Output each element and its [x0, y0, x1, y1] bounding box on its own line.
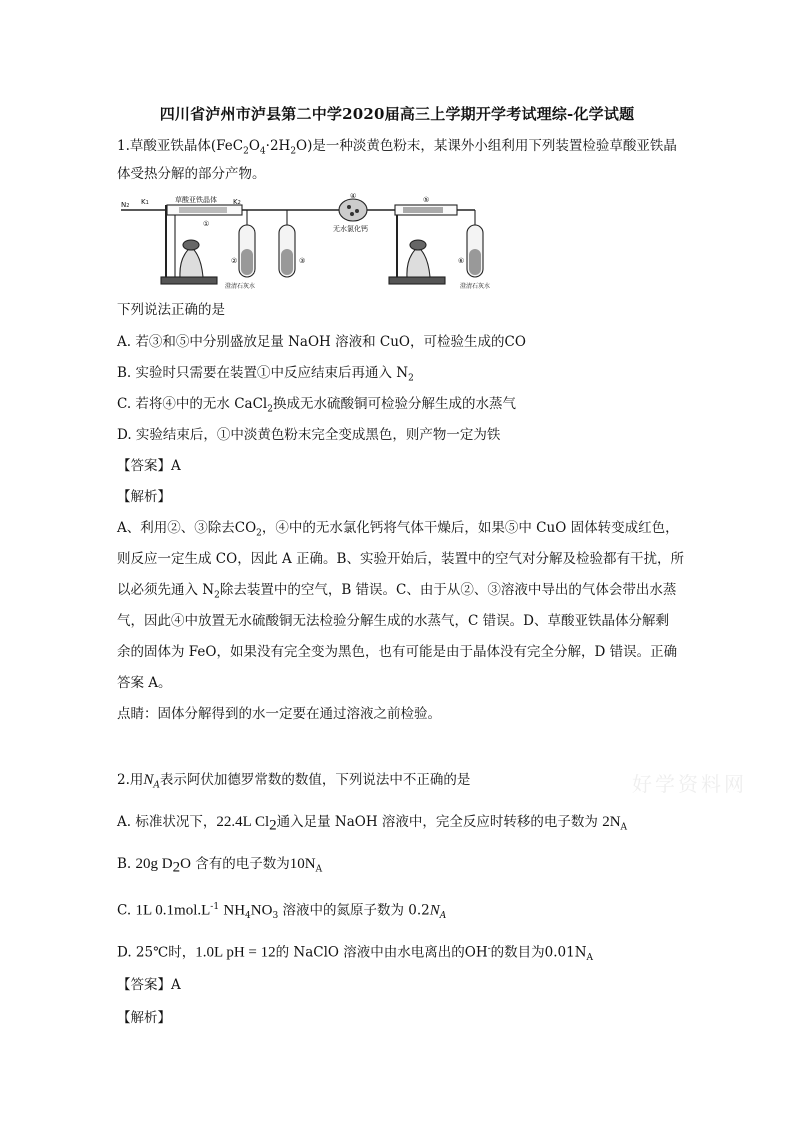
svg-text:⑥: ⑥ [458, 257, 465, 265]
svg-text:草酸亚铁晶体: 草酸亚铁晶体 [175, 196, 217, 204]
svg-text:K2: K2 [233, 198, 241, 206]
page-title: 四川省泸州市泸县第二中学2020届高三上学期开学考试理综-化学试题 [159, 105, 635, 123]
q2-analysis-heading: 【解析】 [117, 1010, 171, 1026]
svg-text:⑤: ⑤ [423, 196, 430, 204]
q1-analysis-line-3: 以必须先通入 $N_2$除去装置中的空气，B 错误。C、由于从②、③溶液中导出的气体会带出水蒸 [117, 582, 677, 601]
q2-option-d: D. 25℃时，1.0L pH = 12的 NaClO 溶液中由水电离出的OH-的数目为$0.01N_A$ [117, 944, 594, 964]
q1-stem-line-1: 1.草酸亚铁晶体$(FeC_2O_4\cdot 2H_2O)$是一种淡黄色粉末，某课外小组利用下列装置检验草酸亚铁晶 [117, 138, 677, 157]
svg-text:N2: N2 [121, 201, 130, 209]
q2-option-b: B. 20g $D_2O$ 含有的电子数为$10N_A$ [117, 856, 323, 876]
svg-text:②: ② [231, 257, 238, 265]
q1-analysis-line-4: 气，因此④中放置无水硫酸铜无法检验分解生成的水蒸气，C 错误。D、草酸亚铁晶体分解剩 [117, 613, 669, 629]
q1-stem-line-2: 体受热分解的部分产物。 [117, 166, 266, 182]
svg-text:④: ④ [350, 193, 357, 200]
q1-prompt: 下列说法正确的是 [117, 302, 225, 318]
q1-option-c: C. 若将④中的无水 CaCl$_2$换成无水硫酸铜可检验分解生成的水蒸气 [117, 396, 516, 415]
q1-analysis-line-1: A、利用②、③除去$CO_2$，④中的无水氯化钙将气体干燥后，如果⑤中 CuO 固体转变成红色， [117, 520, 679, 539]
apparatus-diagram [117, 193, 497, 293]
q2-stem: 2.用$N_A$表示阿伏加德罗常数的数值，下列说法中不正确的是 [117, 772, 471, 791]
q1-analysis-heading: 【解析】 [117, 489, 171, 505]
svg-text:③: ③ [299, 257, 306, 265]
q1-analysis-line-6: 答案 A。 [117, 675, 172, 691]
svg-text:①: ① [203, 220, 210, 228]
svg-text:无水氯化钙: 无水氯化钙 [333, 225, 368, 233]
q1-option-d: D. 实验结束后，①中淡黄色粉末完全变成黑色，则产物一定为铁 [117, 427, 501, 443]
q1-analysis-line-5: 余的固体为 FeO，如果没有完全变为黑色，也有可能是由于晶体没有完全分解，D 错误。正确 [117, 644, 678, 660]
watermark: 好学资料网 [632, 772, 747, 796]
q1-answer: 【答案】A [117, 458, 181, 474]
q2-option-c: C. 1L $0.1mol.L^{-1}$ $NH_4NO_3$ 溶液中的氮原子数为 $0.2N_A$ [117, 902, 447, 922]
q2-option-a: A. 标准状况下，22.4L $Cl_2$通入足量 NaOH 溶液中，完全反应时转移的电子数为 $2N_A$ [117, 814, 628, 834]
svg-text:澄清石灰水: 澄清石灰水 [460, 283, 491, 290]
q1-option-a: A. 若③和⑤中分别盛放足量 NaOH 溶液和 CuO，可检验生成的CO [117, 334, 526, 350]
q1-tip: 点睛：固体分解得到的水一定要在通过溶液之前检验。 [117, 706, 441, 722]
svg-text:澄清石灰水: 澄清石灰水 [225, 283, 256, 290]
q1-option-b: B. 实验时只需要在装置①中反应结束后再通入 $N_2$ [117, 365, 414, 384]
q2-answer: 【答案】A [117, 977, 181, 993]
svg-text:K1: K1 [141, 198, 149, 206]
q1-analysis-line-2: 则反应一定生成 CO，因此 A 正确。B、实验开始后，装置中的空气对分解及检验都有干扰，所 [117, 551, 684, 567]
